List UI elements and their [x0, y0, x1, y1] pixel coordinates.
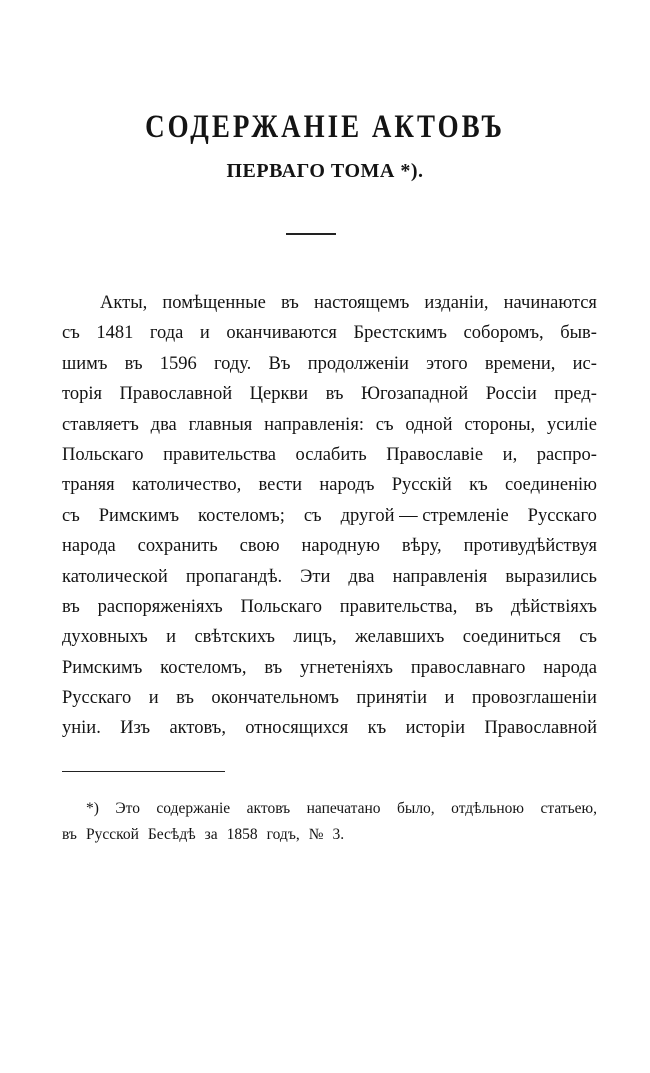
text-line	[62, 592, 597, 622]
word: угнетеніяхъ	[300, 657, 393, 678]
word: Русской	[85, 826, 139, 843]
word: народа	[62, 536, 116, 557]
word: и	[444, 688, 455, 709]
word: пропагандѣ.	[185, 566, 283, 587]
word: помѣщенные	[162, 293, 266, 313]
word: *)	[86, 800, 99, 817]
main-text	[62, 288, 597, 744]
word: №	[308, 826, 324, 843]
word: главныя	[188, 414, 253, 435]
word: 1596	[159, 353, 197, 374]
word: въ	[62, 596, 80, 617]
text-line	[62, 288, 597, 318]
word: усиліе	[547, 414, 597, 435]
word: и	[148, 688, 159, 709]
page-subtitle: ПЕРВАГО ТОМА *).	[226, 160, 424, 182]
word: исторіи	[405, 718, 466, 739]
word: съ	[62, 505, 80, 526]
footnote-line	[62, 822, 597, 848]
text-line	[62, 501, 597, 531]
text-line	[62, 470, 597, 500]
text-line	[62, 440, 597, 470]
word: выразились	[505, 566, 597, 587]
word: Въ	[268, 353, 291, 374]
word: 1858	[226, 826, 258, 843]
word: католической	[62, 566, 168, 587]
word: было,	[397, 800, 435, 817]
word: сохранить	[137, 536, 218, 557]
text-line	[62, 713, 597, 743]
title-divider	[286, 233, 336, 235]
word: костеломъ;	[198, 505, 285, 526]
word: пред-	[554, 384, 597, 405]
word: Это	[115, 800, 140, 817]
word: Православной	[119, 384, 233, 405]
word: народа	[543, 657, 597, 678]
word: народную	[301, 536, 380, 557]
word: актовъ,	[169, 718, 226, 739]
word: стороны,	[464, 414, 536, 435]
word: быв-	[560, 323, 597, 344]
word: шимъ	[62, 353, 108, 374]
word: противудѣйствуя	[463, 536, 597, 557]
word: Изъ	[120, 718, 151, 739]
text-line	[62, 653, 597, 683]
text-line	[62, 349, 597, 379]
footnote	[62, 796, 597, 848]
word: Церкви	[249, 384, 309, 405]
word: вести	[258, 475, 303, 496]
text-line	[62, 622, 597, 652]
word: свѣтскихъ	[194, 627, 275, 648]
word: правительства	[163, 444, 277, 465]
word: дѣйствіяхъ	[510, 596, 597, 617]
word: ослабить	[295, 444, 367, 465]
word: Югозападной	[360, 384, 469, 405]
word: распоряженіяхъ	[97, 596, 223, 617]
word: распро-	[536, 444, 597, 465]
word: актовъ	[246, 800, 291, 817]
footnote-line	[62, 796, 597, 822]
word: Православіе	[386, 444, 484, 465]
word: ставляетъ	[62, 414, 139, 435]
word: содержаніе	[156, 800, 231, 817]
word: ис-	[572, 353, 597, 374]
word: продолженіи	[307, 353, 409, 374]
word: этого	[426, 353, 468, 374]
word: католичество,	[132, 475, 242, 496]
word: направленія:	[264, 414, 364, 435]
word: соединенію	[504, 475, 597, 496]
text-line	[62, 410, 597, 440]
word: и	[166, 627, 176, 648]
word: Римскимъ	[98, 505, 180, 526]
word: желавшихъ	[355, 627, 445, 648]
page-title: СОДЕРЖАНІЕ АКТОВЪ	[145, 108, 505, 144]
word: Брестскимъ	[353, 323, 447, 344]
word: Бесѣдѣ	[147, 826, 196, 843]
word: начинаются	[503, 293, 597, 313]
word: правительства,	[339, 596, 458, 617]
word: принятіи	[356, 688, 428, 709]
word: два	[348, 566, 375, 587]
word: Польскаго	[240, 596, 322, 617]
word: Русскаго	[527, 505, 597, 526]
word: времени,	[484, 353, 556, 374]
word: годъ,	[266, 826, 300, 843]
word: православнаго	[410, 657, 526, 678]
word: статьею,	[540, 800, 597, 817]
word: Акты,	[100, 293, 148, 313]
text-line	[62, 379, 597, 409]
word: году.	[214, 353, 252, 374]
word: торія	[62, 384, 102, 405]
word: Россіи	[485, 384, 537, 405]
word: въ	[124, 353, 143, 374]
word: два	[150, 414, 177, 435]
word: направленія	[392, 566, 488, 587]
word: 3.	[332, 826, 345, 843]
word: въ	[264, 657, 283, 678]
word: относящихся	[245, 718, 349, 739]
word: къ	[367, 718, 387, 739]
word: соединиться	[462, 627, 561, 648]
word: вѣру,	[401, 536, 442, 557]
word: Эти	[300, 566, 331, 587]
word: за	[204, 826, 218, 843]
word: къ	[469, 475, 488, 496]
word: Польскаго	[62, 444, 144, 465]
word: народъ	[319, 475, 375, 496]
text-line	[62, 531, 597, 561]
word: Православной	[484, 718, 597, 739]
word: 1481	[96, 323, 134, 344]
word: лицъ,	[293, 627, 337, 648]
word: съ	[62, 323, 80, 344]
word: уніи.	[62, 718, 101, 739]
word: духовныхъ	[62, 627, 148, 648]
word: Русскій	[391, 475, 452, 496]
word: изданіи,	[424, 293, 489, 313]
footnote-divider	[62, 771, 225, 772]
word: одной	[405, 414, 453, 435]
word: въ	[475, 596, 494, 617]
word: траняя	[62, 475, 115, 496]
word: провозглашеніи	[471, 688, 597, 709]
word: въ	[325, 384, 344, 405]
word: съ	[375, 414, 394, 435]
word: Русскаго	[62, 688, 132, 709]
text-line	[62, 683, 597, 713]
word: свою	[239, 536, 280, 557]
word: окончательномъ	[211, 688, 339, 709]
word: съ	[579, 627, 597, 648]
word: соборомъ,	[463, 323, 544, 344]
text-line	[62, 562, 597, 592]
word: отдѣльною	[451, 800, 525, 817]
word: и,	[502, 444, 518, 465]
word: года	[149, 323, 184, 344]
word: оканчиваются	[226, 323, 337, 344]
word: костеломъ,	[160, 657, 247, 678]
word: напечатано	[306, 800, 381, 817]
word: Римскимъ	[62, 657, 143, 678]
word: другой — стремленіе	[340, 505, 509, 526]
word: и	[199, 323, 210, 344]
text-line	[62, 318, 597, 348]
word: въ	[176, 688, 194, 709]
word: настоящемъ	[313, 293, 410, 313]
word: въ	[280, 293, 299, 313]
word: съ	[303, 505, 322, 526]
word: въ	[62, 826, 77, 843]
